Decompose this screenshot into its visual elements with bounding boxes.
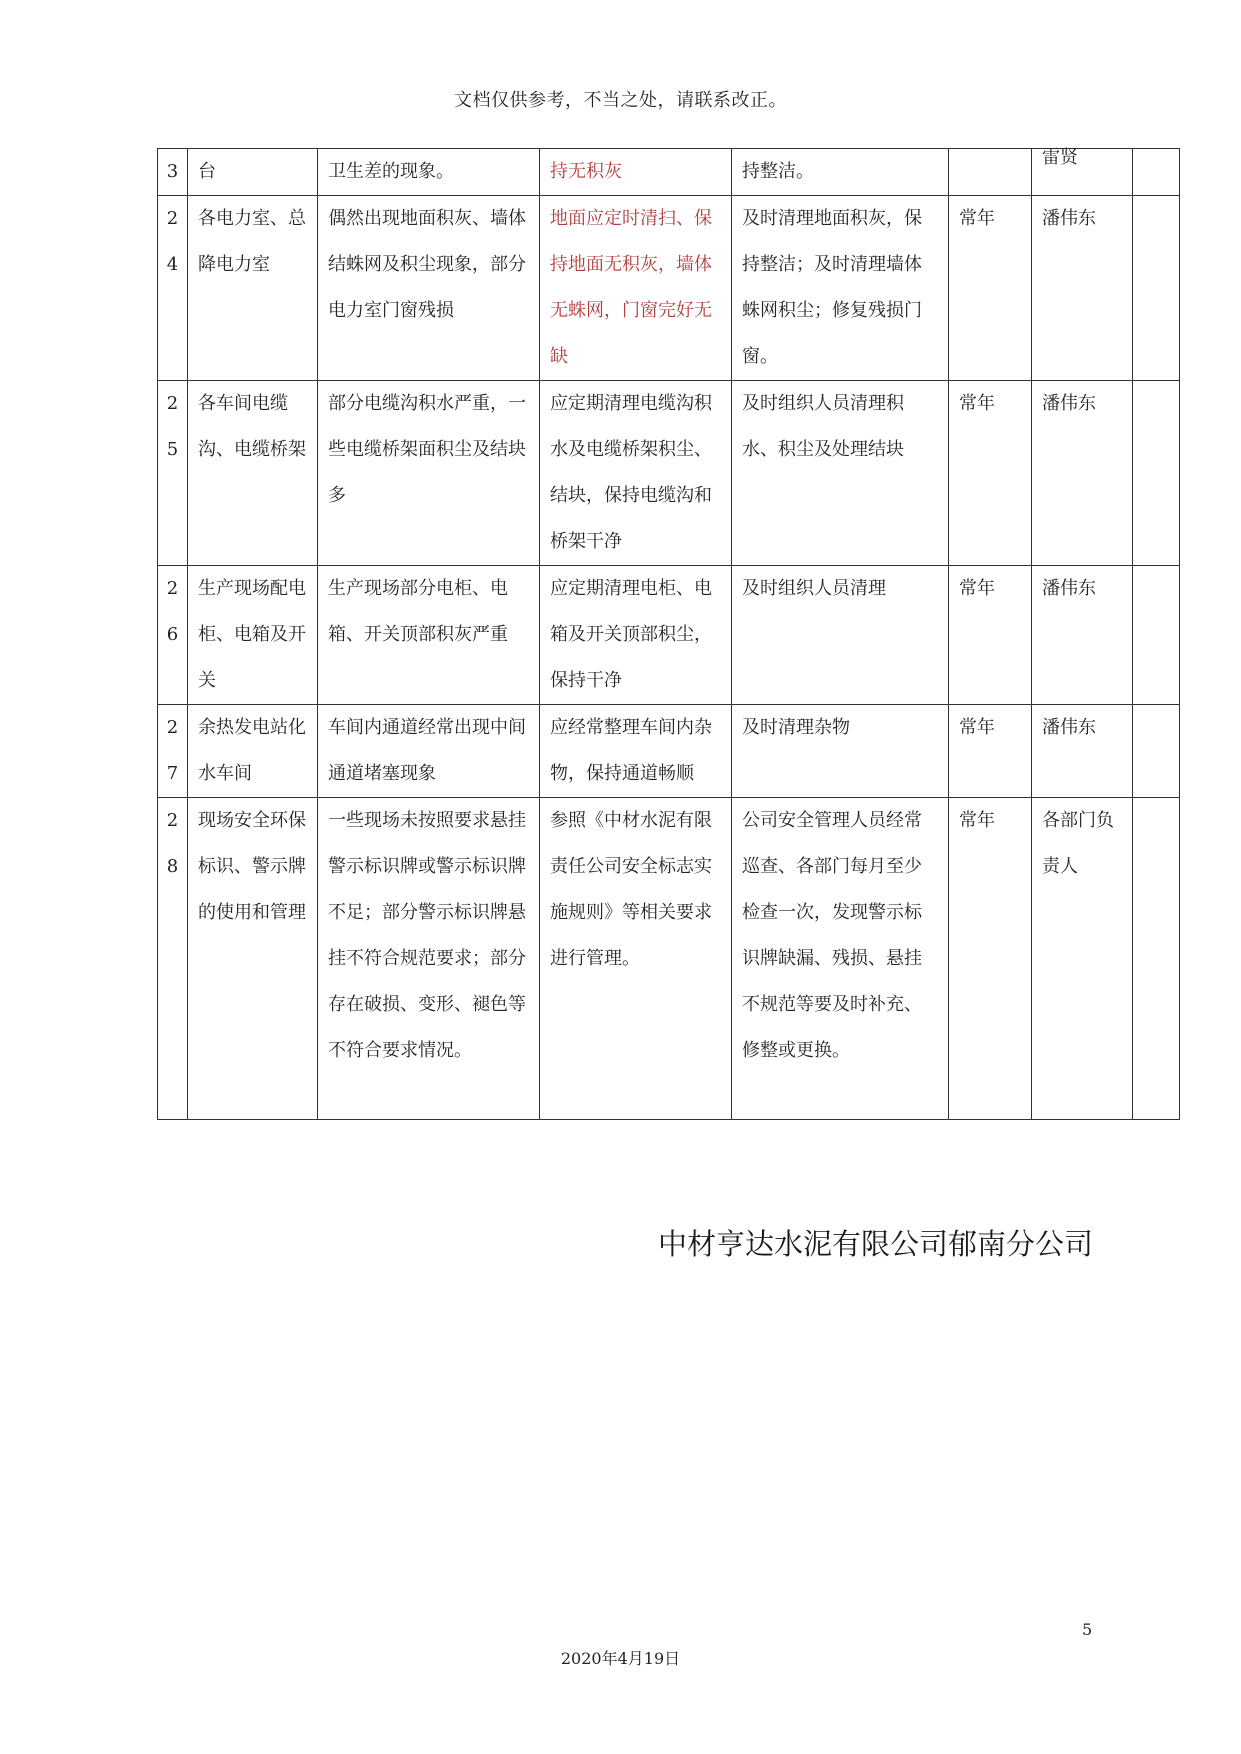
row-number: 2 6 (158, 566, 188, 705)
problem-cell: 偶然出现地面积灰、墙体结蛛网及积尘现象，部分电力室门窗残损 (318, 196, 540, 381)
inspection-table (157, 148, 1180, 1120)
requirement-cell: 应经常整理车间内杂物，保持通道畅顺 (540, 705, 732, 798)
owner-cell: 潘伟东 (1032, 566, 1133, 705)
measure-cell: 及时组织人员清理 (732, 566, 949, 705)
row-number: 2 4 (158, 196, 188, 381)
row-number: 2 5 (158, 381, 188, 566)
requirement-cell: 应定期清理电柜、电箱及开关顶部积尘，保持干净 (540, 566, 732, 705)
measure-cell: 及时清理地面积灰，保持整洁；及时清理墙体蛛网积尘；修复残损门窗。 (732, 196, 949, 381)
item-cell: 台 (188, 149, 318, 196)
period-cell (949, 149, 1032, 196)
requirement-cell: 地面应定时清扫、保持地面无积灰，墙体无蛛网，门窗完好无缺 (540, 196, 732, 381)
row-number: 2 7 (158, 705, 188, 798)
table-row (158, 798, 1180, 1120)
period-cell: 常年 (949, 196, 1032, 381)
table-row (158, 705, 1180, 798)
item-cell: 各车间电缆沟、电缆桥架 (188, 381, 318, 566)
company-signature: 中材亨达水泥有限公司郁南分公司 (657, 1227, 1093, 1261)
item-cell: 现场安全环保标识、警示牌的使用和管理 (188, 798, 318, 1120)
measure-cell: 持整洁。 (732, 149, 949, 196)
problem-cell: 一些现场未按照要求悬挂警示标识牌或警示标识牌不足；部分警示标识牌悬挂不符合规范要求；部分存在破损、变形、褪色等不符合要求情况。 (318, 798, 540, 1120)
problem-cell: 卫生差的现象。 (318, 149, 540, 196)
note-cell (1133, 566, 1180, 705)
owner-cell: 潘伟东 (1032, 381, 1133, 566)
row-number: 3 (158, 149, 188, 196)
owner-cell: 潘伟东 (1032, 705, 1133, 798)
table-row (158, 196, 1180, 381)
period-cell: 常年 (949, 798, 1032, 1120)
table-row (158, 381, 1180, 566)
note-cell (1133, 196, 1180, 381)
row-number: 2 8 (158, 798, 188, 1120)
requirement-cell: 参照《中材水泥有限责任公司安全标志实施规则》等相关要求进行管理。 (540, 798, 732, 1120)
measure-cell: 及时清理杂物 (732, 705, 949, 798)
period-cell: 常年 (949, 705, 1032, 798)
item-cell: 生产现场配电柜、电箱及开关 (188, 566, 318, 705)
page-number: 5 (1082, 1620, 1093, 1639)
note-cell (1133, 798, 1180, 1120)
table-row (158, 149, 1180, 196)
measure-cell: 公司安全管理人员经常巡查、各部门每月至少检查一次，发现警示标识牌缺漏、残损、悬挂不规范等要及时补充、修整或更换。 (732, 798, 949, 1120)
note-cell (1133, 149, 1180, 196)
item-cell: 余热发电站化水车间 (188, 705, 318, 798)
owner-cell: 雷贤 (1032, 149, 1133, 196)
footer-date: 2020年4月19日 (560, 1649, 681, 1668)
period-cell: 常年 (949, 381, 1032, 566)
owner-cell: 潘伟东 (1032, 196, 1133, 381)
note-cell (1133, 381, 1180, 566)
item-cell: 各电力室、总降电力室 (188, 196, 318, 381)
owner-cell: 各部门负责人 (1032, 798, 1133, 1120)
header-note: 文档仅供参考，不当之处，请联系改正。 (454, 90, 787, 111)
measure-cell: 及时组织人员清理积水、积尘及处理结块 (732, 381, 949, 566)
problem-cell: 部分电缆沟积水严重，一些电缆桥架面积尘及结块多 (318, 381, 540, 566)
note-cell (1133, 705, 1180, 798)
table-row (158, 566, 1180, 705)
problem-cell: 生产现场部分电柜、电箱、开关顶部积灰严重 (318, 566, 540, 705)
period-cell: 常年 (949, 566, 1032, 705)
requirement-cell: 持无积灰 (540, 149, 732, 196)
requirement-cell: 应定期清理电缆沟积水及电缆桥架积尘、结块，保持电缆沟和桥架干净 (540, 381, 732, 566)
problem-cell: 车间内通道经常出现中间通道堵塞现象 (318, 705, 540, 798)
